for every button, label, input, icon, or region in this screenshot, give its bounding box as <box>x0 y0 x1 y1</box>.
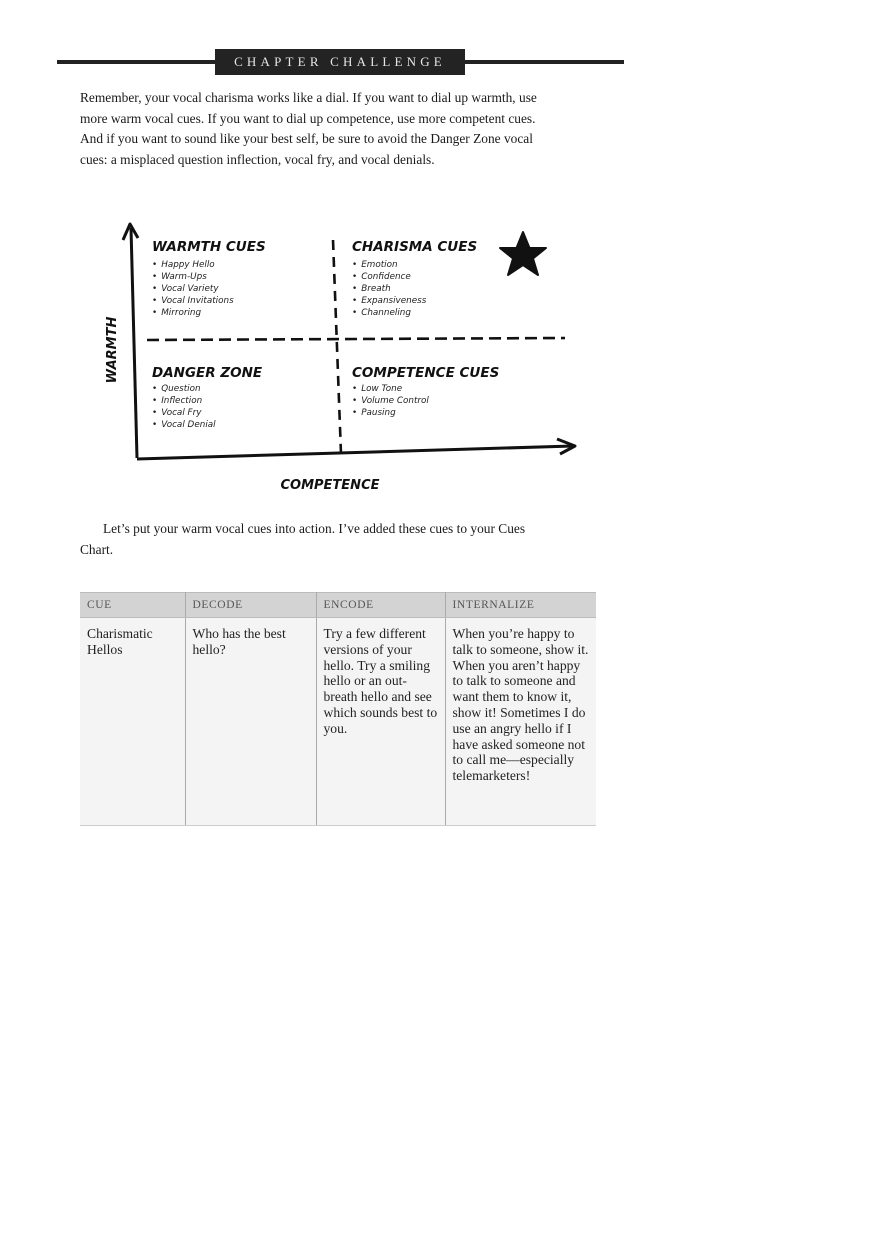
danger-cue-2: • Inflection <box>152 396 203 406</box>
header-encode: ENCODE <box>316 593 445 618</box>
header-decode: DECODE <box>185 593 316 618</box>
charisma-cue-2: • Confidence <box>352 272 411 282</box>
x-axis-line <box>137 446 573 459</box>
star-icon <box>500 232 546 275</box>
body-paragraph: Let’s put your warm vocal cues into action. I’ve added these cues to your Cues Chart. <box>80 521 526 557</box>
x-axis-label: COMPETENCE <box>280 478 380 493</box>
header-internalize: INTERNALIZE <box>445 593 596 618</box>
y-axis-label: WARMTH <box>105 316 120 384</box>
header-cue: CUE <box>80 593 185 618</box>
warmth-cue-1: • Happy Hello <box>152 260 215 270</box>
warmth-cue-5: • Mirroring <box>152 308 202 318</box>
vertical-dashed-divider <box>333 240 341 454</box>
cues-quadrant-diagram <box>95 210 585 500</box>
cues-chart-table <box>80 592 596 826</box>
danger-cue-3: • Vocal Fry <box>152 408 202 418</box>
warmth-cues-list <box>152 260 234 318</box>
cell-encode: Try a few different versions of your hello. Try a smiling hello or an out-breath hello and see which sounds best to you. <box>316 618 445 826</box>
charisma-cue-5: • Channeling <box>352 308 411 318</box>
y-axis-line <box>131 228 137 458</box>
horizontal-dashed-divider <box>147 338 565 340</box>
competence-cue-2: • Volume Control <box>352 396 429 406</box>
charisma-cue-4: • Expansiveness <box>352 296 427 306</box>
warmth-cue-4: • Vocal Invitations <box>152 296 234 306</box>
danger-cue-4: • Vocal Denial <box>152 420 216 430</box>
warmth-cues-title: WARMTH CUES <box>152 239 266 255</box>
danger-zone-title: DANGER ZONE <box>152 365 263 381</box>
charisma-cues-list <box>352 260 427 318</box>
chapter-header <box>215 49 465 75</box>
charisma-cue-1: • Emotion <box>352 260 398 270</box>
cell-cue: Charismatic Hellos <box>80 618 185 826</box>
table-header-row <box>80 593 596 618</box>
warmth-cue-2: • Warm-Ups <box>152 272 207 282</box>
cell-decode: Who has the best hello? <box>185 618 316 826</box>
competence-cues-title: COMPETENCE CUES <box>352 365 500 381</box>
warmth-cue-3: • Vocal Variety <box>152 284 219 294</box>
competence-cue-1: • Low Tone <box>352 384 403 394</box>
cell-internalize: When you’re happy to talk to someone, show it. When you aren’t happy to talk to someone and want them to know it, show it! Sometimes I do use an angry hello if I have asked someone not to call me—especially telemarketers! <box>445 618 596 826</box>
danger-cue-1: • Question <box>152 384 201 394</box>
header-rule-right <box>463 60 624 64</box>
table-row <box>80 618 596 826</box>
intro-paragraph: Remember, your vocal charisma works like a dial. If you want to dial up warmth, use more warm vocal cues. If you want to dial up competence, use more competent cues. And if you want to sound like your best self, be sure to avoid the Danger Zone vocal cues: a misplaced question inflection, vocal fry, and vocal denials. <box>80 90 537 167</box>
chapter-header-title: CHAPTER CHALLENGE <box>234 54 446 69</box>
charisma-cues-title: CHARISMA CUES <box>352 239 478 255</box>
header-rule-left <box>57 60 217 64</box>
danger-zone-list <box>152 384 216 430</box>
competence-cue-3: • Pausing <box>352 408 396 418</box>
charisma-cue-3: • Breath <box>352 284 391 294</box>
competence-cues-list <box>352 384 429 418</box>
